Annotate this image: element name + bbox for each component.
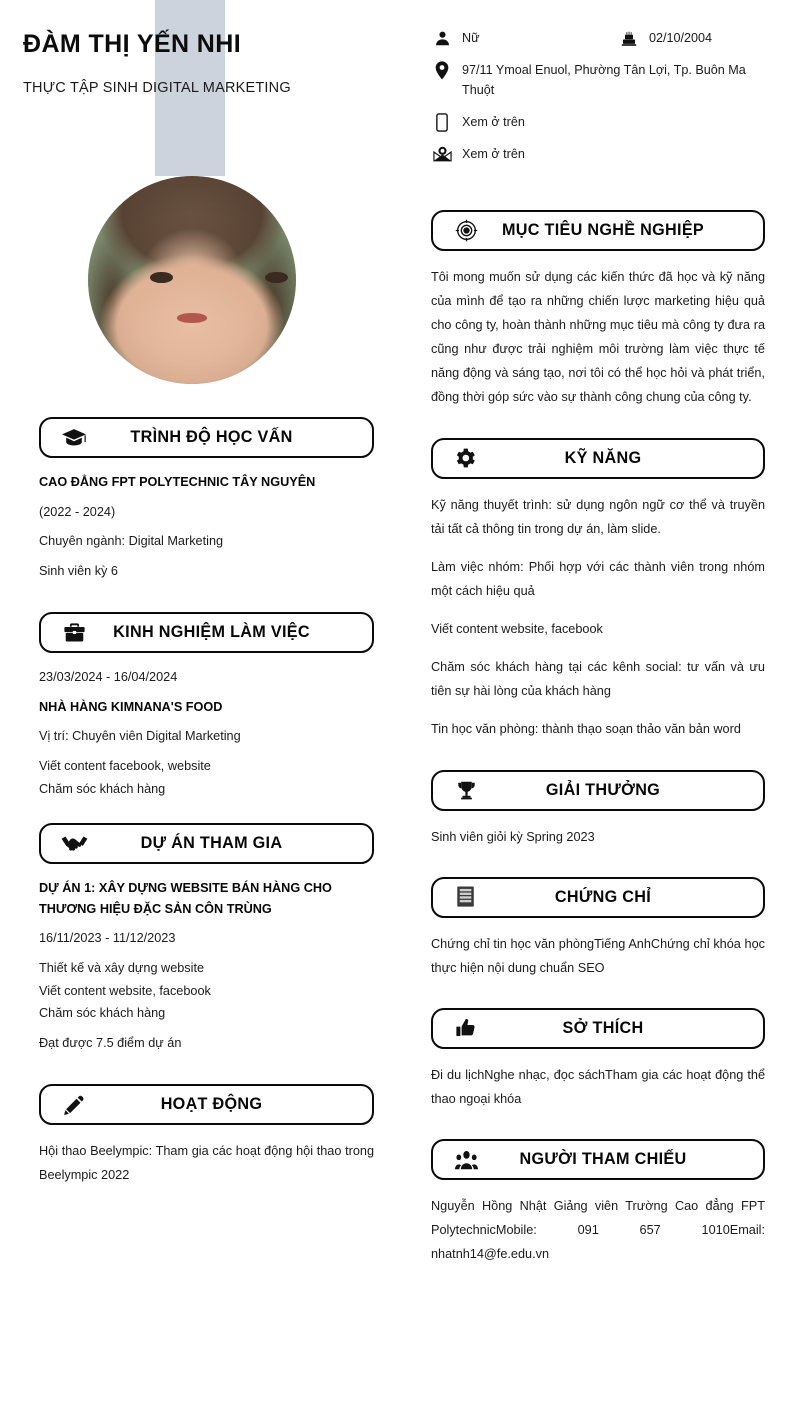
spacer — [431, 1111, 765, 1139]
section-title: DỰ ÁN THAM GIA — [140, 834, 283, 853]
education-school: CAO ĐẲNG FPT POLYTECHNIC TÂY NGUYÊN — [39, 475, 316, 489]
email-icon — [431, 144, 453, 165]
section-body-hobbies — [431, 1049, 765, 1111]
section-header-objective — [431, 210, 765, 251]
right-column — [431, 28, 765, 1267]
section-header-certificates — [431, 877, 765, 918]
section-body-references — [431, 1180, 765, 1266]
section-body-activities — [39, 1125, 374, 1187]
birthday-cake-icon — [618, 28, 640, 49]
email-value: Xem ở trên — [462, 146, 525, 161]
spacer — [431, 980, 765, 1008]
trophy-icon — [449, 780, 483, 801]
avatar-photo — [88, 176, 296, 384]
section-header-skills — [431, 438, 765, 479]
job-title: THỰC TẬP SINH DIGITAL MARKETING — [23, 79, 291, 96]
handshake-icon — [57, 834, 91, 854]
experience-company: NHÀ HÀNG KIMNANA'S FOOD — [39, 699, 223, 714]
avatar — [88, 176, 296, 384]
spacer — [39, 590, 374, 612]
phone-value: Xem ở trên — [462, 114, 525, 129]
spacer — [431, 742, 765, 770]
section-header-experience — [39, 612, 374, 653]
section-body-projects — [39, 864, 374, 1053]
section-title: CHỨNG CHỈ — [554, 887, 652, 906]
education-years: (2022 - 2024) — [39, 504, 116, 519]
contact-birthday — [618, 28, 712, 49]
left-column — [39, 417, 374, 1188]
skill-item: Tin học văn phòng: thành thạo soạn thảo văn bản word — [431, 722, 741, 737]
project-duty: Viết content website, facebook — [39, 983, 211, 998]
section-title: TRÌNH ĐỘ HỌC VẤN — [130, 428, 293, 446]
experience-duty: Chăm sóc khách hàng — [39, 781, 166, 796]
target-icon — [449, 219, 483, 242]
contact-email — [431, 144, 765, 165]
section-body-certificates — [431, 918, 765, 980]
section-body-experience — [39, 653, 374, 799]
experience-duty: Viết content facebook, website — [39, 759, 211, 774]
contact-block — [431, 28, 765, 165]
spacer — [431, 849, 765, 877]
address-value: 97/11 Ymoal Enuol, Phường Tân Lợi, Tp. Buôn Ma Thuột — [462, 63, 746, 98]
thumbs-up-icon — [449, 1017, 483, 1039]
page-title: ĐÀM THỊ YẾN NHI — [23, 30, 242, 58]
certificate-item: Chứng chỉ tin học văn phòngTiếng AnhChứng chỉ khóa học thực hiện nội dung chuẩn SEO — [431, 936, 765, 975]
section-title: NGƯỜI THAM CHIẾU — [519, 1150, 687, 1169]
birthday-value: 02/10/2004 — [649, 31, 713, 45]
section-title: MỤC TIÊU NGHỀ NGHIỆP — [501, 220, 705, 239]
contact-phone — [431, 112, 765, 133]
gear-icon — [449, 447, 483, 469]
section-title: KINH NGHIỆM LÀM VIỆC — [113, 623, 310, 642]
section-body-skills — [431, 479, 765, 742]
award-item: Sinh viên giỏi kỳ Spring 2023 — [431, 829, 595, 844]
spacer — [39, 1062, 374, 1084]
section-header-references — [431, 1139, 765, 1180]
section-body-objective — [431, 251, 765, 410]
hobby-item: Đi du lịchNghe nhạc, đọc sáchTham gia các hoạt động thể thao ngoại khóa — [431, 1067, 765, 1107]
contact-address — [431, 60, 765, 101]
section-header-hobbies — [431, 1008, 765, 1049]
objective-text: Tôi mong muốn sử dụng các kiến thức đã học và kỹ năng của mình để tạo ra những chiến lược marketing hiệu quả cho công ty, hoàn thành những mục tiêu mà công ty đưa ra cũng như được trải nghiệm môi trường làm việc thực tế năng động và sáng tạo, nơi tôi có thể học hỏi và phát triển, đồng thời góp sức vào sự thành công chung của công ty. — [431, 269, 765, 405]
skill-item: Viết content website, facebook — [431, 622, 603, 637]
project-dates: 16/11/2023 - 11/12/2023 — [39, 931, 176, 946]
education-major: Chuyên ngành: Digital Marketing — [39, 534, 224, 549]
contact-row-gender-birthday — [431, 28, 765, 49]
section-body-education — [39, 458, 374, 581]
section-header-projects — [39, 823, 374, 864]
section-title: HOẠT ĐỘNG — [160, 1095, 263, 1114]
spacer — [39, 801, 374, 823]
people-icon — [449, 1150, 483, 1170]
phone-icon — [431, 112, 453, 133]
section-title: KỸ NĂNG — [564, 448, 642, 467]
section-header-activities — [39, 1084, 374, 1125]
pencil-icon — [57, 1094, 91, 1116]
education-status: Sinh viên kỳ 6 — [39, 563, 118, 578]
gender-value: Nữ — [462, 31, 480, 45]
contact-gender — [431, 28, 618, 49]
section-body-awards — [431, 811, 765, 849]
cv-header — [23, 30, 443, 96]
reference-item: Nguyễn Hồng Nhật Giảng viên Trường Cao đẳng FPT PolytechnicMobile: 091 657 1010Email: nhatnh14@fe.edu.vn — [431, 1199, 765, 1262]
section-header-education — [39, 417, 374, 458]
graduation-cap-icon — [57, 428, 91, 448]
project-duty: Chăm sóc khách hàng — [39, 1006, 166, 1021]
skill-item: Làm việc nhóm: Phối hợp với các thành viên trong nhóm một cách hiệu quả — [431, 559, 765, 598]
briefcase-icon — [57, 622, 91, 643]
experience-position: Vị trí: Chuyên viên Digital Marketing — [39, 729, 241, 744]
project-name: DỰ ÁN 1: XÂY DỰNG WEBSITE BÁN HÀNG CHO THƯƠNG HIỆU ĐẶC SẢN CÔN TRÙNG — [39, 881, 332, 916]
spacer — [431, 410, 765, 438]
section-title: GIẢI THƯỞNG — [545, 780, 661, 799]
section-header-awards — [431, 770, 765, 811]
experience-dates: 23/03/2024 - 16/04/2024 — [39, 670, 178, 685]
project-duty: Thiết kế và xây dựng website — [39, 960, 205, 975]
section-title: SỞ THÍCH — [562, 1018, 644, 1037]
skill-item: Kỹ năng thuyết trình: sử dụng ngôn ngữ cơ thể và truyền tải tất cả thông tin trong dự án, làm slide. — [431, 497, 765, 536]
certificate-icon — [449, 886, 483, 908]
spacer — [431, 176, 765, 210]
skill-item: Chăm sóc khách hàng tại các kênh social: tư vấn và ưu tiên sự hài lòng của khách hàng — [431, 660, 765, 699]
activity-item: Hội thao Beelympic: Tham gia các hoạt động hội thao trong Beelympic 2022 — [39, 1144, 374, 1183]
project-result: Đạt được 7.5 điểm dự án — [39, 1035, 182, 1050]
